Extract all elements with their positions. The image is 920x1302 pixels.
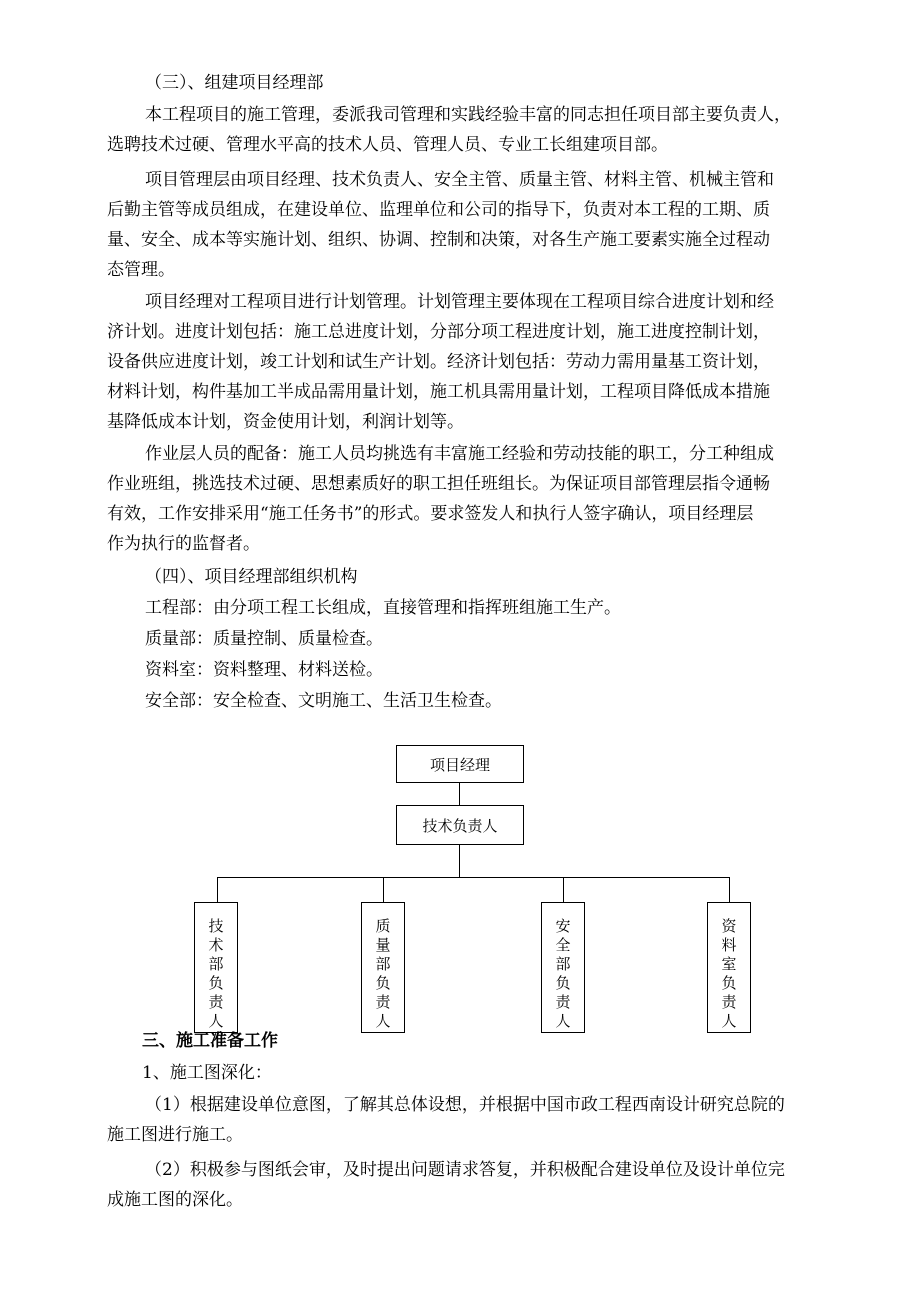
org-box-document-room: 资 料 室 负 责 人	[707, 902, 751, 1033]
org-box-technical-lead: 技术负责人	[396, 805, 524, 845]
connector-line	[459, 782, 460, 805]
paragraph-line: （1）根据建设单位意图，了解其总体设想，并根据中国市政工程西南设计研究总院的	[145, 1095, 785, 1115]
org-box-tech-dept: 技 术 部 负 责 人	[194, 902, 238, 1033]
paragraph-line: 材料计划，构件基加工半成品需用量计划，施工机具需用量计划，工程项目降低成本措施	[107, 382, 770, 402]
org-box-project-manager: 项目经理	[396, 745, 524, 783]
dept-description: 质量部：质量控制、质量检查。	[145, 629, 383, 649]
connector-line	[729, 877, 730, 902]
paragraph-line: 量、安全、成本等实施计划、组织、协调、控制和决策，对各生产施工要素实施全过程动	[107, 230, 770, 250]
paragraph-line: 后勤主管等成员组成，在建设单位、监理单位和公司的指导下，负责对本工程的工期、质	[107, 200, 770, 220]
paragraph-line: 选聘技术过硬、管理水平高的技术人员、管理人员、专业工长组建项目部。	[107, 135, 668, 155]
org-box-quality-dept: 质 量 部 负 责 人	[361, 902, 405, 1033]
paragraph-line: 作业层人员的配备：施工人员均挑选有丰富施工经验和劳动技能的职工，分工种组成	[145, 444, 774, 464]
paragraph-line: 济计划。进度计划包括：施工总进度计划，分部分项工程进度计划，施工进度控制计划，	[107, 322, 770, 342]
paragraph-line: 有效，工作安排采用“施工任务书”的形式。要求签发人和执行人签字确认，项目经理层	[107, 504, 754, 524]
paragraph-line: 成施工图的深化。	[107, 1190, 243, 1210]
dept-description: 工程部：由分项工程工长组成，直接管理和指挥班组施工生产。	[145, 598, 621, 618]
paragraph-line: 设备供应进度计划，竣工计划和试生产计划。经济计划包括：劳动力需用量基工资计划，	[107, 352, 770, 372]
subsection-heading: 1、施工图深化：	[142, 1063, 272, 1083]
paragraph-line: 项目管理层由项目经理、技术负责人、安全主管、质量主管、材料主管、机械主管和	[145, 170, 774, 190]
paragraph-line: 作为执行的监督者。	[107, 534, 260, 554]
org-box-safety-dept: 安 全 部 负 责 人	[541, 902, 585, 1033]
connector-line	[217, 877, 218, 902]
paragraph-line: 施工图进行施工。	[107, 1125, 243, 1145]
section-heading-4: （四）、项目经理部组织机构	[145, 567, 358, 587]
paragraph-line: 基降低成本计划，资金使用计划，利润计划等。	[107, 412, 464, 432]
section-heading-3: （三）、组建项目经理部	[145, 73, 324, 93]
paragraph-line: 态管理。	[107, 260, 175, 280]
dept-description: 资料室：资料整理、材料送检。	[145, 660, 383, 680]
paragraph-line: （2）积极参与图纸会审，及时提出问题请求答复，并积极配合建设单位及设计单位完	[145, 1160, 785, 1180]
paragraph-line: 本工程项目的施工管理，委派我司管理和实践经验丰富的同志担任项目部主要负责人，	[145, 105, 791, 125]
paragraph-line: 作业班组，挑选技术过硬、思想素质好的职工担任班组长。为保证项目部管理层指令通畅	[107, 474, 770, 494]
connector-line	[459, 844, 460, 878]
connector-line	[383, 877, 384, 902]
connector-line	[563, 877, 564, 902]
dept-description: 安全部：安全检查、文明施工、生活卫生检查。	[145, 691, 502, 711]
connector-bus	[217, 877, 729, 878]
paragraph-line: 项目经理对工程项目进行计划管理。计划管理主要体现在工程项目综合进度计划和经	[145, 292, 774, 312]
chapter-heading: 三、施工准备工作	[142, 1031, 278, 1051]
